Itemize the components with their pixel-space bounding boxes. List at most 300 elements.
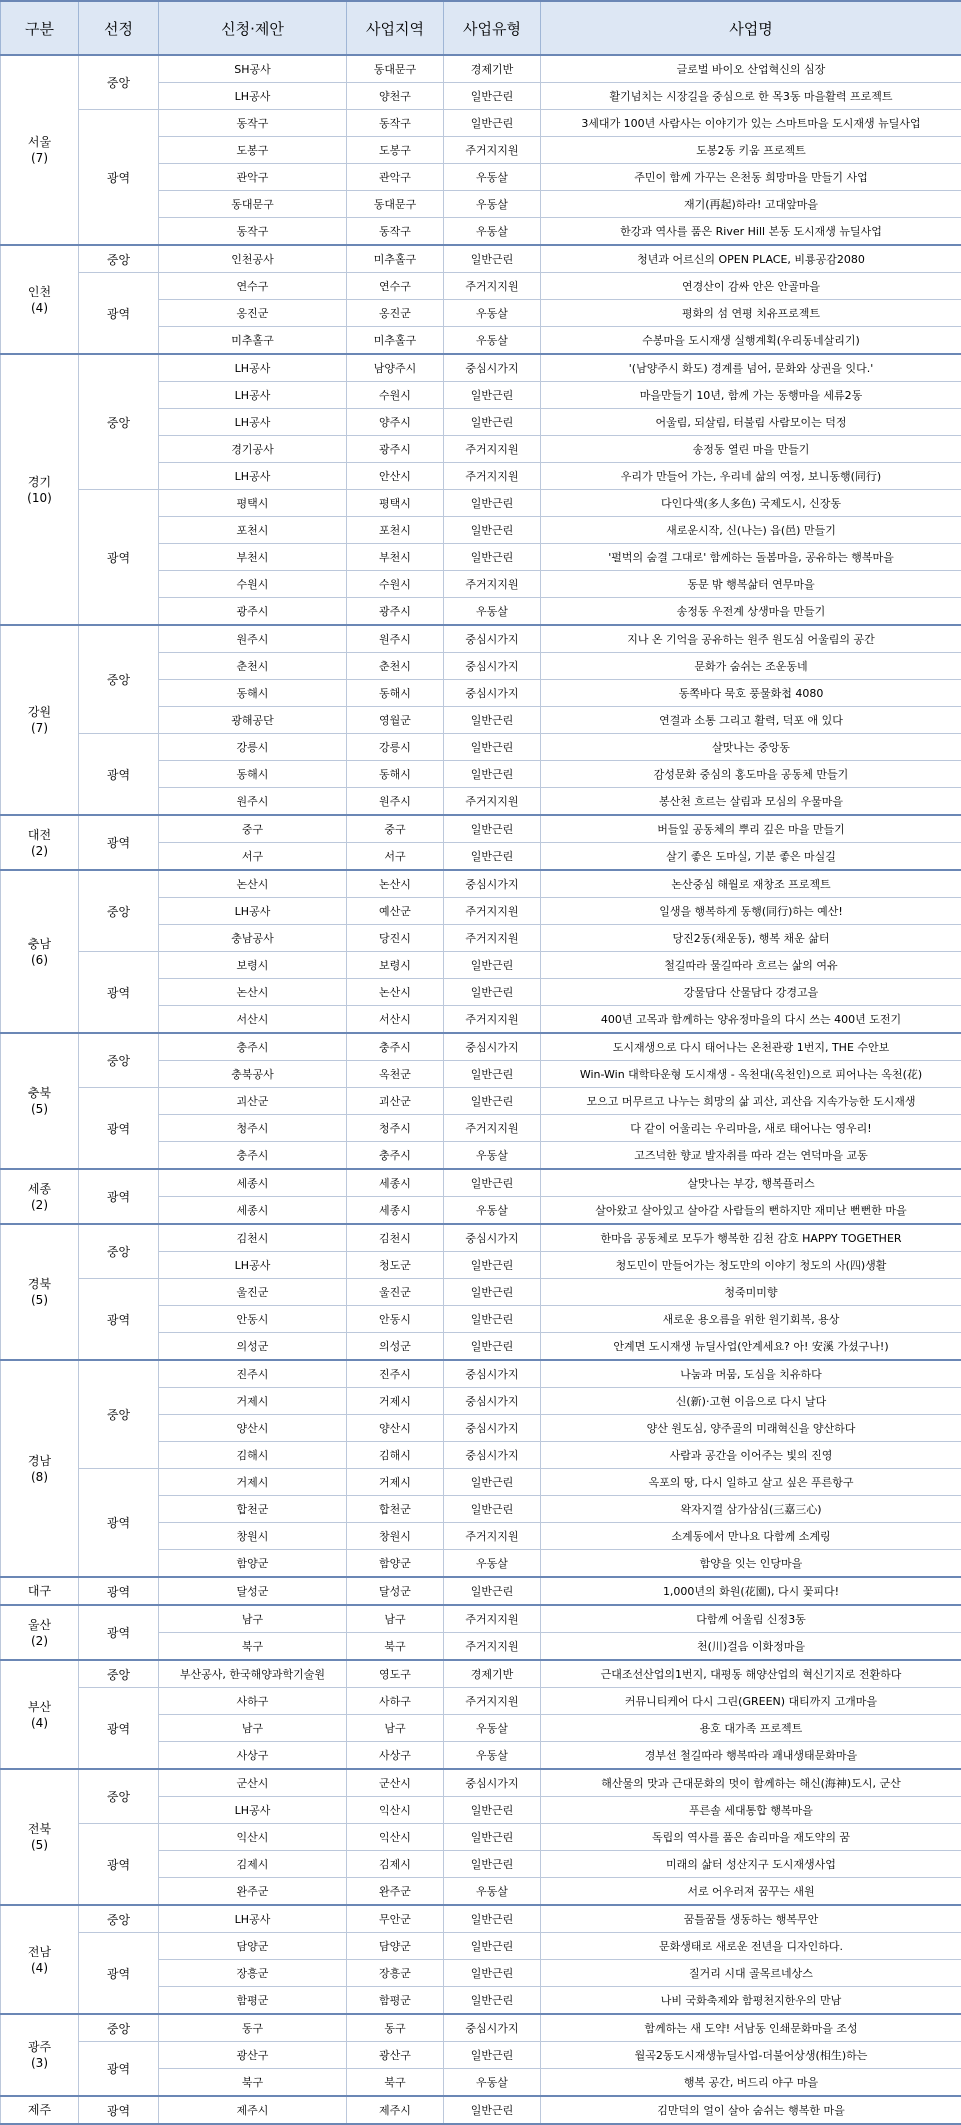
region-cell: [1, 1169, 79, 1224]
area-cell: 양주시: [347, 409, 444, 436]
region-cell: [1, 2096, 79, 2124]
applicant-cell: 서구: [159, 843, 347, 871]
applicant-cell: 세종시: [159, 1169, 347, 1197]
table-row: [1, 1824, 961, 1851]
area-cell: 함양군: [347, 1550, 444, 1578]
type-cell: 일반근린: [444, 382, 541, 409]
selection-cell: 광역: [79, 1577, 159, 1605]
selection-cell: 광역: [79, 1469, 159, 1578]
area-cell: 안동시: [347, 1306, 444, 1333]
applicant-cell: 동구: [159, 2014, 347, 2042]
area-cell: 수원시: [347, 382, 444, 409]
selection-cell: 광역: [79, 1088, 159, 1170]
selection-cell: 광역: [79, 734, 159, 816]
applicant-cell: 사상구: [159, 1742, 347, 1770]
project-name-cell: 다함께 어울림 신정3동: [541, 1605, 961, 1633]
table-row: [1, 2014, 961, 2042]
table-row: [1, 490, 961, 517]
project-name-cell: 살맛나는 부강, 행복플러스: [541, 1169, 961, 1197]
area-cell: 양산시: [347, 1415, 444, 1442]
region-name: 경북: [28, 1277, 51, 1291]
applicant-cell: 남구: [159, 1605, 347, 1633]
region-name: 충북: [28, 1086, 51, 1100]
applicant-cell: 울진군: [159, 1279, 347, 1306]
table-row: [1, 734, 961, 761]
area-cell: 함평군: [347, 1987, 444, 2015]
table-row: [1, 1605, 961, 1633]
area-cell: 옥천군: [347, 1061, 444, 1088]
area-cell: 익산시: [347, 1797, 444, 1824]
applicant-cell: SH공사: [159, 55, 347, 83]
project-name-cell: 한강과 역사를 품은 River Hill 본동 도시재생 뉴딜사업: [541, 218, 961, 246]
region-cell: [1, 1769, 79, 1905]
project-name-cell: 김만덕의 얼이 살아 숨쉬는 행복한 마을: [541, 2096, 961, 2124]
region-name: 부산: [28, 1700, 51, 1714]
applicant-cell: 거제시: [159, 1388, 347, 1415]
project-name-cell: 동쪽바다 묵호 풍물화첩 4080: [541, 680, 961, 707]
area-cell: 원주시: [347, 788, 444, 816]
project-name-cell: 꿈틀꿈틀 생동하는 행복무안: [541, 1905, 961, 1933]
selection-cell: 중앙: [79, 1360, 159, 1469]
region-cell: [1, 354, 79, 625]
type-cell: 중심시가지: [444, 354, 541, 382]
type-cell: 일반근린: [444, 1987, 541, 2015]
selection-cell: 중앙: [79, 1033, 159, 1088]
selection-cell: 광역: [79, 815, 159, 870]
type-cell: 일반근린: [444, 1577, 541, 1605]
type-cell: 일반근린: [444, 1960, 541, 1987]
type-cell: 우동살: [444, 300, 541, 327]
type-cell: 우동살: [444, 1142, 541, 1170]
table-row: [1, 1905, 961, 1933]
type-cell: 일반근린: [444, 2042, 541, 2069]
table-row: [1, 870, 961, 898]
selection-cell: 중앙: [79, 1905, 159, 1933]
area-cell: 서산시: [347, 1006, 444, 1034]
table-row: [1, 1169, 961, 1197]
project-name-cell: 왁자지껄 삼가삼심(三嘉三心): [541, 1496, 961, 1523]
area-cell: 도봉구: [347, 137, 444, 164]
area-cell: 김천시: [347, 1224, 444, 1252]
type-cell: 중심시가지: [444, 1415, 541, 1442]
table-row: [1, 110, 961, 137]
area-cell: 거제시: [347, 1388, 444, 1415]
project-name-cell: Win-Win 대학타운형 도시재생 - 옥천대(옥천인)으로 피어나는 옥천(花): [541, 1061, 961, 1088]
type-cell: 우동살: [444, 327, 541, 355]
area-cell: 포천시: [347, 517, 444, 544]
project-name-cell: 천(川)걸음 이화정마을: [541, 1633, 961, 1661]
applicant-cell: 옹진군: [159, 300, 347, 327]
applicant-cell: 인천공사: [159, 245, 347, 273]
type-cell: 중심시가지: [444, 1388, 541, 1415]
applicant-cell: 안동시: [159, 1306, 347, 1333]
type-cell: 주거지지원: [444, 1523, 541, 1550]
region-count: (5): [31, 1102, 48, 1116]
type-cell: 일반근린: [444, 83, 541, 110]
area-cell: 장흥군: [347, 1960, 444, 1987]
header-applicant: 신청·제안: [159, 1, 347, 55]
area-cell: 부천시: [347, 544, 444, 571]
region-name: 전북: [28, 1822, 51, 1836]
project-name-cell: 글로벌 바이오 산업혁신의 심장: [541, 55, 961, 83]
applicant-cell: 달성군: [159, 1577, 347, 1605]
region-name: 제주: [28, 2103, 51, 2117]
type-cell: 경제기반: [444, 1660, 541, 1688]
region-count: (2): [31, 1634, 48, 1648]
applicant-cell: 원주시: [159, 788, 347, 816]
applicant-cell: 괴산군: [159, 1088, 347, 1115]
project-name-cell: 연경산이 감싸 안은 안골마을: [541, 273, 961, 300]
project-name-cell: 신(新)·고현 이음으로 다시 날다: [541, 1388, 961, 1415]
area-cell: 광주시: [347, 436, 444, 463]
area-cell: 관악구: [347, 164, 444, 191]
area-cell: 사하구: [347, 1688, 444, 1715]
type-cell: 우동살: [444, 1197, 541, 1225]
project-name-cell: 논산중심 해월로 재창조 프로젝트: [541, 870, 961, 898]
applicant-cell: 익산시: [159, 1824, 347, 1851]
project-name-cell: 당진2동(채운동), 행복 채운 삶터: [541, 925, 961, 952]
applicant-cell: 담양군: [159, 1933, 347, 1960]
applicant-cell: 연수구: [159, 273, 347, 300]
applicant-cell: 중구: [159, 815, 347, 843]
area-cell: 평택시: [347, 490, 444, 517]
region-count: (4): [31, 301, 48, 315]
type-cell: 일반근린: [444, 1797, 541, 1824]
region-cell: [1, 2014, 79, 2096]
project-name-cell: 안계면 도시재생 뉴딜사업(안계세요? 아! 安溪 가셨구나!): [541, 1333, 961, 1361]
applicant-cell: 부산공사, 한국해양과학기술원: [159, 1660, 347, 1688]
type-cell: 일반근린: [444, 2096, 541, 2124]
type-cell: 일반근린: [444, 1252, 541, 1279]
area-cell: 창원시: [347, 1523, 444, 1550]
project-name-cell: 독립의 역사를 품은 솜리마을 재도약의 꿈: [541, 1824, 961, 1851]
applicant-cell: 논산시: [159, 870, 347, 898]
area-cell: 양천구: [347, 83, 444, 110]
area-cell: 동해시: [347, 761, 444, 788]
area-cell: 남구: [347, 1715, 444, 1742]
type-cell: 일반근린: [444, 1306, 541, 1333]
project-name-cell: 모으고 머무르고 나누는 희망의 삶 괴산, 괴산읍 지속가능한 도시재생: [541, 1088, 961, 1115]
table-row: [1, 2096, 961, 2124]
area-cell: 동대문구: [347, 55, 444, 83]
area-cell: 진주시: [347, 1360, 444, 1388]
selection-cell: 중앙: [79, 55, 159, 110]
region-count: (5): [31, 1838, 48, 1852]
project-name-cell: 서로 어우러져 꿈꾸는 새원: [541, 1878, 961, 1906]
type-cell: 중심시가지: [444, 1442, 541, 1469]
type-cell: 주거지지원: [444, 788, 541, 816]
type-cell: 중심시가지: [444, 1224, 541, 1252]
selection-cell: 중앙: [79, 1660, 159, 1688]
selection-cell: 중앙: [79, 625, 159, 734]
selection-cell: 광역: [79, 1824, 159, 1906]
project-name-cell: 경부선 철길따라 행복따라 괘내생태문화마을: [541, 1742, 961, 1770]
area-cell: 안산시: [347, 463, 444, 490]
type-cell: 일반근린: [444, 490, 541, 517]
project-name-cell: 마을만들기 10년, 함께 가는 동행마을 세류2동: [541, 382, 961, 409]
region-count: (7): [31, 151, 48, 165]
project-name-cell: 옥포의 땅, 다시 일하고 살고 싶은 푸른항구: [541, 1469, 961, 1496]
project-name-cell: 동문 밖 행복삶터 연무마을: [541, 571, 961, 598]
project-name-cell: 버들잎 공동체의 뿌리 깊은 마을 만들기: [541, 815, 961, 843]
area-cell: 거제시: [347, 1469, 444, 1496]
project-name-cell: 일생을 행복하게 동행(同行)하는 예산!: [541, 898, 961, 925]
selection-cell: 중앙: [79, 1769, 159, 1824]
project-name-cell: 행복 공간, 버드리 야구 마을: [541, 2069, 961, 2097]
area-cell: 청주시: [347, 1115, 444, 1142]
area-cell: 북구: [347, 1633, 444, 1661]
project-name-cell: '펄벅의 숨결 그대로' 함께하는 돌봄마을, 공유하는 행복마을: [541, 544, 961, 571]
applicant-cell: LH공사: [159, 83, 347, 110]
project-name-cell: 살기 좋은 도마실, 기분 좋은 마실길: [541, 843, 961, 871]
selection-cell: 광역: [79, 952, 159, 1034]
project-name-cell: 푸른솔 세대통합 행복마을: [541, 1797, 961, 1824]
header-region: 구분: [1, 1, 79, 55]
applicant-cell: LH공사: [159, 463, 347, 490]
applicant-cell: 보령시: [159, 952, 347, 979]
applicant-cell: 의성군: [159, 1333, 347, 1361]
table-row: [1, 245, 961, 273]
applicant-cell: 원주시: [159, 625, 347, 653]
type-cell: 주거지지원: [444, 1115, 541, 1142]
project-name-cell: 용호 대가족 프로젝트: [541, 1715, 961, 1742]
type-cell: 일반근린: [444, 952, 541, 979]
area-cell: 강릉시: [347, 734, 444, 761]
type-cell: 중심시가지: [444, 653, 541, 680]
applicant-cell: LH공사: [159, 354, 347, 382]
area-cell: 의성군: [347, 1333, 444, 1361]
project-name-cell: 도봉2동 키움 프로젝트: [541, 137, 961, 164]
project-name-cell: 감성문화 중심의 홍도마을 공동체 만들기: [541, 761, 961, 788]
type-cell: 일반근린: [444, 979, 541, 1006]
area-cell: 미추홀구: [347, 327, 444, 355]
project-name-cell: 봉산천 흐르는 살림과 모심의 우물마을: [541, 788, 961, 816]
type-cell: 주거지지원: [444, 273, 541, 300]
type-cell: 우동살: [444, 1550, 541, 1578]
project-name-cell: 활기넘치는 시장길을 중심으로 한 목3동 마을활력 프로젝트: [541, 83, 961, 110]
project-name-cell: 송정동 우전계 상생마을 만들기: [541, 598, 961, 626]
area-cell: 김제시: [347, 1851, 444, 1878]
type-cell: 일반근린: [444, 1933, 541, 1960]
selection-cell: 광역: [79, 2096, 159, 2124]
applicant-cell: 청주시: [159, 1115, 347, 1142]
area-cell: 동해시: [347, 680, 444, 707]
area-cell: 군산시: [347, 1769, 444, 1797]
project-name-cell: '(남양주시 화도) 경계를 넘어, 문화와 상권을 잇다.': [541, 354, 961, 382]
project-name-cell: 송정동 열린 마을 만들기: [541, 436, 961, 463]
selection-cell: 광역: [79, 490, 159, 626]
project-name-cell: 해산물의 맛과 근대문화의 멋이 함께하는 해신(海神)도시, 군산: [541, 1769, 961, 1797]
area-cell: 동작구: [347, 218, 444, 246]
applicant-cell: 김해시: [159, 1442, 347, 1469]
project-name-cell: 문화생태로 새로운 전년을 디자인하다.: [541, 1933, 961, 1960]
region-name: 서울: [28, 135, 51, 149]
region-name: 울산: [28, 1618, 51, 1632]
header-area: 사업지역: [347, 1, 444, 55]
selection-cell: 광역: [79, 110, 159, 246]
type-cell: 중심시가지: [444, 2014, 541, 2042]
type-cell: 우동살: [444, 1742, 541, 1770]
area-cell: 원주시: [347, 625, 444, 653]
project-name-cell: 재기(再起)하라! 고대앞마을: [541, 191, 961, 218]
area-cell: 서구: [347, 843, 444, 871]
table-row: [1, 1660, 961, 1688]
applicant-cell: 거제시: [159, 1469, 347, 1496]
type-cell: 주거지지원: [444, 137, 541, 164]
area-cell: 춘천시: [347, 653, 444, 680]
project-name-cell: 새로운 용오름을 위한 원기회복, 용상: [541, 1306, 961, 1333]
selection-cell: 광역: [79, 1605, 159, 1660]
applicant-cell: 양산시: [159, 1415, 347, 1442]
region-name: 강원: [28, 705, 51, 719]
type-cell: 일반근린: [444, 1061, 541, 1088]
selection-cell: 중앙: [79, 870, 159, 952]
type-cell: 일반근린: [444, 1469, 541, 1496]
area-cell: 수원시: [347, 571, 444, 598]
project-name-cell: 함양을 잇는 인당마을: [541, 1550, 961, 1578]
type-cell: 우동살: [444, 2069, 541, 2097]
applicant-cell: LH공사: [159, 1905, 347, 1933]
applicant-cell: LH공사: [159, 1252, 347, 1279]
type-cell: 우동살: [444, 1878, 541, 1906]
area-cell: 충주시: [347, 1142, 444, 1170]
applicant-cell: LH공사: [159, 382, 347, 409]
type-cell: 주거지지원: [444, 898, 541, 925]
applicant-cell: 부천시: [159, 544, 347, 571]
region-cell: [1, 1360, 79, 1577]
type-cell: 중심시가지: [444, 680, 541, 707]
region-name: 경남: [28, 1454, 51, 1468]
type-cell: 일반근린: [444, 761, 541, 788]
project-name-cell: 강물담다 산물담다 강경고을: [541, 979, 961, 1006]
applicant-cell: 김천시: [159, 1224, 347, 1252]
project-name-cell: 도시재생으로 다시 태어나는 온천관광 1번지, THE 수안보: [541, 1033, 961, 1061]
project-name-cell: 월곡2동도시재생뉴딜사업-더불어상생(相生)하는: [541, 2042, 961, 2069]
area-cell: 예산군: [347, 898, 444, 925]
type-cell: 일반근린: [444, 1169, 541, 1197]
project-name-cell: 커뮤니티케어 다시 그린(GREEN) 대티까지 고개마을: [541, 1688, 961, 1715]
area-cell: 당진시: [347, 925, 444, 952]
selection-cell: 광역: [79, 1279, 159, 1361]
area-cell: 김해시: [347, 1442, 444, 1469]
area-cell: 동구: [347, 2014, 444, 2042]
area-cell: 광산구: [347, 2042, 444, 2069]
selection-cell: 광역: [79, 273, 159, 355]
table-row: [1, 625, 961, 653]
region-name: 세종: [28, 1182, 51, 1196]
region-cell: [1, 625, 79, 815]
type-cell: 주거지지원: [444, 1688, 541, 1715]
area-cell: 담양군: [347, 1933, 444, 1960]
area-cell: 연수구: [347, 273, 444, 300]
type-cell: 주거지지원: [444, 1605, 541, 1633]
area-cell: 중구: [347, 815, 444, 843]
region-cell: [1, 870, 79, 1033]
table-row: [1, 1769, 961, 1797]
selection-cell: 중앙: [79, 2014, 159, 2042]
project-name-cell: 함께하는 새 도약! 서남동 인쇄문화마을 조성: [541, 2014, 961, 2042]
area-cell: 제주시: [347, 2096, 444, 2124]
area-cell: 옹진군: [347, 300, 444, 327]
region-name: 전남: [28, 1945, 51, 1959]
area-cell: 영월군: [347, 707, 444, 734]
type-cell: 일반근린: [444, 110, 541, 137]
applicant-cell: LH공사: [159, 898, 347, 925]
region-name: 인천: [28, 285, 51, 299]
table-row: [1, 273, 961, 300]
applicant-cell: 진주시: [159, 1360, 347, 1388]
project-name-cell: 수봉마을 도시재생 실행계획(우리동네살리기): [541, 327, 961, 355]
applicant-cell: 경기공사: [159, 436, 347, 463]
applicant-cell: 합천군: [159, 1496, 347, 1523]
project-name-cell: 우리가 만들어 가는, 우리네 삶의 여정, 보니동행(同行): [541, 463, 961, 490]
area-cell: 합천군: [347, 1496, 444, 1523]
type-cell: 일반근린: [444, 1824, 541, 1851]
area-cell: 보령시: [347, 952, 444, 979]
applicant-cell: 동작구: [159, 218, 347, 246]
applicant-cell: 광해공단: [159, 707, 347, 734]
type-cell: 주거지지원: [444, 436, 541, 463]
project-name-cell: 다 같이 어울리는 우리마을, 새로 태어나는 영우리!: [541, 1115, 961, 1142]
applicant-cell: 광주시: [159, 598, 347, 626]
table-row: [1, 1279, 961, 1306]
type-cell: 중심시가지: [444, 1769, 541, 1797]
type-cell: 중심시가지: [444, 870, 541, 898]
type-cell: 우동살: [444, 191, 541, 218]
project-name-cell: 400년 고목과 함께하는 양유정마을의 다시 쓰는 400년 도전기: [541, 1006, 961, 1034]
region-cell: [1, 1605, 79, 1660]
project-name-cell: 청도민이 만들어가는 청도만의 이야기 청도의 사(四)생활: [541, 1252, 961, 1279]
type-cell: 일반근린: [444, 815, 541, 843]
area-cell: 괴산군: [347, 1088, 444, 1115]
area-cell: 논산시: [347, 870, 444, 898]
applicant-cell: 도봉구: [159, 137, 347, 164]
project-name-cell: 어울림, 되살림, 터불림 사람모이는 덕정: [541, 409, 961, 436]
table-row: [1, 1033, 961, 1061]
applicant-cell: 사하구: [159, 1688, 347, 1715]
table-row: [1, 952, 961, 979]
applicant-cell: 김제시: [159, 1851, 347, 1878]
type-cell: 중심시가지: [444, 1033, 541, 1061]
area-cell: 울진군: [347, 1279, 444, 1306]
region-name: 대구: [28, 1584, 51, 1598]
applicant-cell: 동해시: [159, 680, 347, 707]
area-cell: 논산시: [347, 979, 444, 1006]
project-name-cell: 살아왔고 살아있고 살아갈 사람들의 뻔하지만 재미난 뻔뻔한 마을: [541, 1197, 961, 1225]
project-name-cell: 청년과 어르신의 OPEN PLACE, 비룡공감2080: [541, 245, 961, 273]
type-cell: 일반근린: [444, 544, 541, 571]
type-cell: 일반근린: [444, 1905, 541, 1933]
type-cell: 주거지지원: [444, 463, 541, 490]
region-count: (7): [31, 721, 48, 735]
area-cell: 청도군: [347, 1252, 444, 1279]
area-cell: 광주시: [347, 598, 444, 626]
type-cell: 일반근린: [444, 1851, 541, 1878]
project-name-cell: 고즈넉한 향교 발자취를 따라 걷는 연덕마을 교동: [541, 1142, 961, 1170]
applicant-cell: 충주시: [159, 1142, 347, 1170]
area-cell: 세종시: [347, 1197, 444, 1225]
applicant-cell: 평택시: [159, 490, 347, 517]
area-cell: 북구: [347, 2069, 444, 2097]
applicant-cell: 충남공사: [159, 925, 347, 952]
region-name: 광주: [28, 2040, 51, 2054]
applicant-cell: 북구: [159, 2069, 347, 2097]
region-count: (3): [31, 2056, 48, 2070]
project-name-cell: 질거리 시대 골목르네상스: [541, 1960, 961, 1987]
applicant-cell: 충북공사: [159, 1061, 347, 1088]
applicant-cell: 서산시: [159, 1006, 347, 1034]
applicant-cell: 미추홀구: [159, 327, 347, 355]
